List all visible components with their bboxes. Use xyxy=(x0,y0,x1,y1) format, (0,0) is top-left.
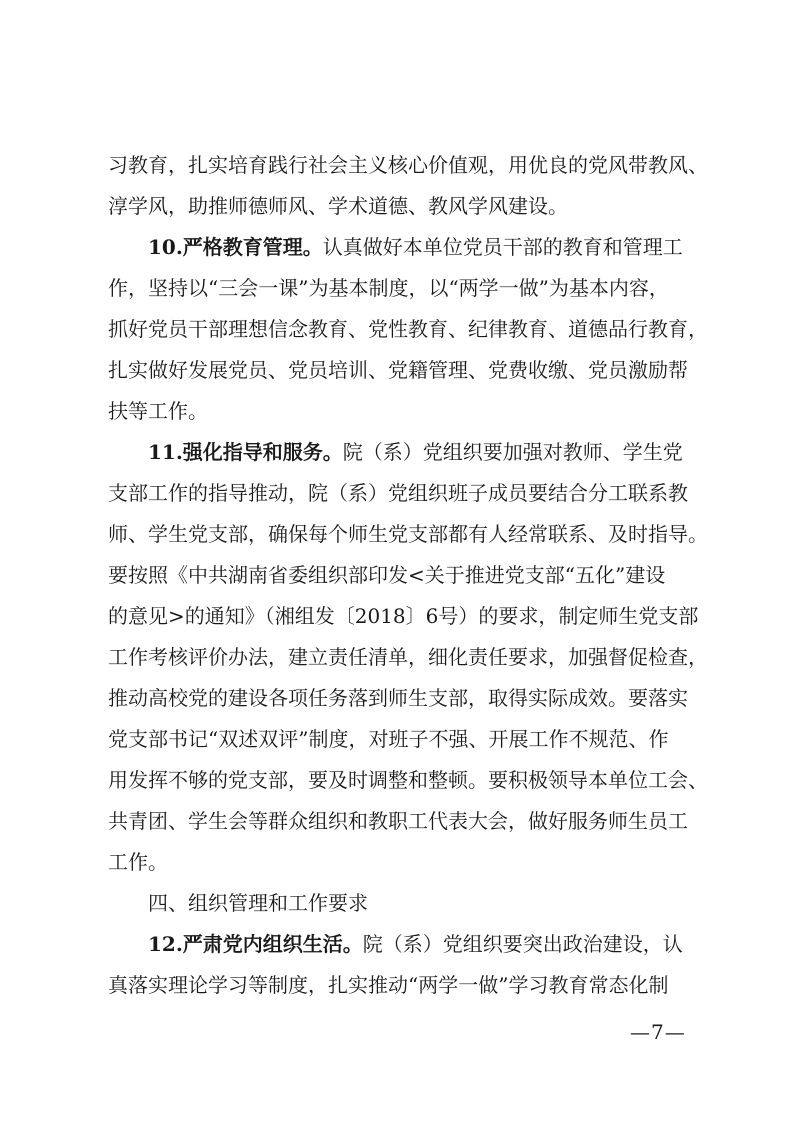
text-line: 支部工作的指导推动，院（系）党组织班子成员要结合分工联系教 xyxy=(108,481,688,505)
text-line: 扶等工作。 xyxy=(108,399,208,423)
document-body xyxy=(108,145,708,1006)
text-line: 用发挥不够的党支部，要及时调整和整顿。要积极领导本单位工会、 xyxy=(108,768,708,792)
item-12-text: 院（系）党组织要突出政治建设，认 xyxy=(362,932,683,956)
text-line: 抓好党员干部理想信念教育、党性教育、纪律教育、道德品行教育， xyxy=(108,317,708,341)
text-line: 推动高校党的建设各项任务落到师生支部，取得实际成效。要落实 xyxy=(108,686,688,710)
text-line: 习教育，扎实培育践行社会主义核心价值观，用优良的党风带教风、 xyxy=(108,153,708,177)
text-line: 共青团、学生会等群众组织和教职工代表大会，做好服务师生员工 xyxy=(108,809,688,833)
text-line: 淳学风，助推师德师风、学术道德、教风学风建设。 xyxy=(108,194,568,218)
text-line: 作，坚持以“三会一课”为基本制度，以“两学一做”为基本内容， xyxy=(108,276,669,300)
item-10-first-line xyxy=(108,227,700,268)
item-12-first-line xyxy=(108,924,700,965)
text-line: 真落实理论学习等制度，扎实推动“两学一做”学习教育常态化制 xyxy=(108,973,669,997)
text-line: 工作考核评价办法，建立责任清单，细化责任要求，加强督促检查， xyxy=(108,645,708,669)
item-10-title: 10.严格教育管理。 xyxy=(148,235,323,259)
item-10-text: 认真做好本单位党员干部的教育和管理工 xyxy=(322,235,683,259)
item-11-text: 院（系）党组织要加强对教师、学生党 xyxy=(342,440,683,464)
item-11-title: 11.强化指导和服务。 xyxy=(148,440,343,464)
text-line: 党支部书记“双述双评”制度，对班子不强、开展工作不规范、作 xyxy=(108,727,669,751)
item-12-title: 12.严肃党内组织生活。 xyxy=(148,932,363,956)
text-line: 的意见>的通知》（湘组发〔2018〕6号）的要求，制定师生党支部 xyxy=(108,604,699,628)
text-line: 工作。 xyxy=(108,850,168,874)
text-line: 扎实做好发展党员、党员培训、党籍管理、党费收缴、党员激励帮 xyxy=(108,358,688,382)
page-number: —7— xyxy=(630,1020,686,1044)
text-line: 要按照《中共湖南省委组织部印发<关于推进党支部“五化”建设 xyxy=(108,563,666,587)
text-line: 师、学生党支部，确保每个师生党支部都有人经常联系、及时指导。 xyxy=(108,522,708,546)
section-4-heading: 四、组织管理和工作要求 xyxy=(148,891,368,915)
item-11-first-line xyxy=(108,432,700,473)
